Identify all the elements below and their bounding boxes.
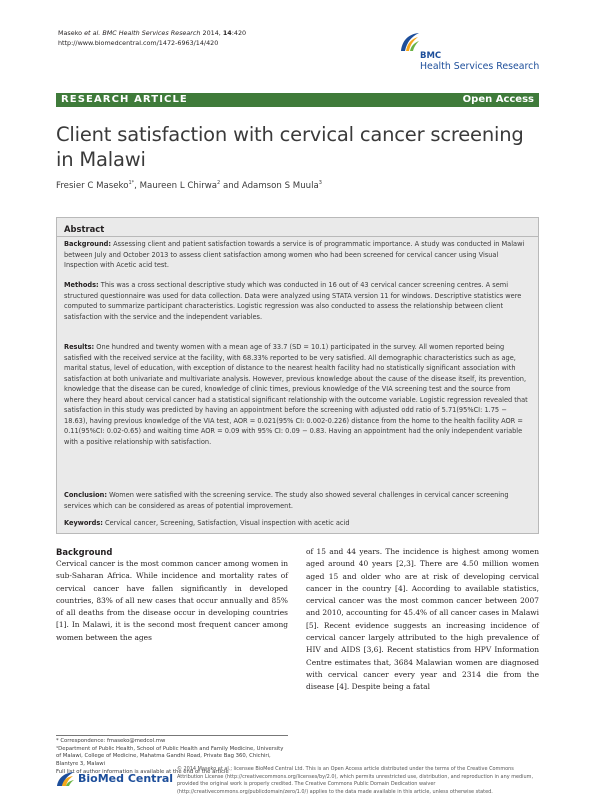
article-type-bar (56, 93, 539, 107)
author-name[interactable]: Fresier C Maseko (56, 181, 129, 191)
body-column-right: of 15 and 44 years. The incidence is highest among women aged around 40 years [2,3]. There are 4.50 million women aged 15 and older who are at risk of developing cervical cancer in the country [4]. According to available statistics, cervical cancer was the most common cancer between 2007 and 2010, accounting for 45.4% of all cancer cases in Malawi [5]. Recent evidence suggests an increasing incidence of cervical cancer largely attributed to the high prevalence of HIV and AIDS [3,6]. Recent statistics from HPV Information Centre estimates that, 3684 Malawian women are diagnosed with cervical cancer every year and 2314 die from the disease [4]. Despite being a fatal (306, 547, 539, 692)
biomed-central-logo (56, 770, 176, 788)
abstract-results: Results: One hundred and twenty women with a mean age of 33.7 (SD = 10.1) participated in the survey. All women reported being satisfied with the received service at the facility, with 68.33% reported to be very satisfied. All demographic characteristics such as age, marital status, level of education, with exception of distance to the nearest health facility had no statistically significant association with satisfaction at both univariate and multivariate analysis. However, previous knowledge about the cause of the disease itself, its prevention, knowledge that the disease can be cured, knowledge of clinic times, previous knowledge of the VIA screening test and the source from where they heard about cervical cancer had a statistical significant relationship with the outcome variable. Logistic regression revealed that satisfaction in this study was predicted by having an appointment before the screening with adjusted odd ratio of 5.71(95%CI: 1.75 − 18.63), having previous knowledge of the VIA test, AOR = 0.021(95% CI: 0.002-0.226) distance from the home to the health facility AOR = 0.11(95%CI: 0.02-0.65) and waiting time AOR = 0.09 with 95% CI: 0.09 − 0.83. Having an appointment had the only independent variable with a positive relationship with satisfaction. (64, 343, 528, 446)
background-section-heading: Background (56, 547, 113, 557)
abstract-keywords: Keywords: Cervical cancer, Screening, Satisfaction, Visual inspection with acetic acid (64, 519, 350, 527)
citation-line-1: Maseko et al. BMC Health Services Research 2014, 14:420 (58, 29, 247, 37)
affiliation-marker: 3 (318, 180, 322, 186)
bmc-logo-name: BMC (420, 51, 442, 61)
author-name[interactable]: and Adamson S Muula (220, 181, 319, 191)
bmc-logo-journal: Health Services Research (420, 61, 540, 72)
biomed-central-swoosh-icon (56, 771, 76, 787)
author-name[interactable]: , Maureen L Chirwa (134, 181, 218, 191)
affiliation-marker: 1* (128, 180, 135, 186)
open-access-label: Open Access (462, 94, 534, 105)
author-list (56, 180, 322, 191)
bmc-swoosh-icon (398, 31, 422, 53)
bmc-journal-logo (398, 31, 540, 77)
abstract-heading: Abstract (64, 224, 105, 234)
abstract-box (56, 217, 539, 534)
research-article-label: RESEARCH ARTICLE (61, 94, 188, 105)
affiliation-marker: 2 (217, 180, 221, 186)
running-header-citation (58, 29, 246, 48)
license-statement: © 2014 Maseko et al.; licensee BioMed Central Ltd. This is an Open Access article distributed under the terms of the Creative Commons Attribution License (http://creativecommons.org/licenses/by/2.0), which permits unrestricted use, distribution, and reproduction in any medium, provided the original work is properly credited. The Creative Commons Public Domain Dedication waiver (http://creativecommons.org/publicdomain/zero/1.0/) applies to the data made available in this article, unless otherwise stated. (177, 766, 534, 794)
biomed-central-text: BioMed Central (78, 772, 174, 785)
abstract-divider (57, 236, 538, 237)
paper-title: Client satisfaction with cervical cancer screening in Malawi (56, 123, 524, 171)
body-column-left: Cervical cancer is the most common cancer among women in sub-Saharan Africa. While incidence and mortality rates of cervical cancer have fallen significantly in developed countries, 83% of all new cases that occur annually and 85% of all deaths from the disease occur in developing countries [1]. In Malawi, it is the second most frequent cancer among women between the ages (56, 559, 289, 642)
citation-url-link[interactable]: http://www.biomedcentral.com/1472-6963/14/420 (58, 38, 219, 47)
author-info-note: Full list of author information is available at the end of the article (56, 768, 229, 775)
footnote-divider (56, 735, 288, 736)
abstract-background: Background: Assessing client and patient satisfaction towards a service is of programmatic importance. A study was conducted in Malawi between July and October 2013 to assess client satisfaction among women who had been screened for cervical cancer using Visual Inspection with Acetic acid test. (64, 240, 525, 269)
abstract-methods: Methods: This was a cross sectional descriptive study which was conducted in 16 out of 43 cervical cancer screening centres. A semi structured questionnaire was used for data collection. Data were analyzed using STATA version 11 for windows. Descriptive statistics were computed to summarize participant characteristics. Logistic regression was also conducted to assess the relationship between client satisfaction with the service and the independent variables. (64, 281, 522, 321)
correspondence-note[interactable]: * Correspondence: fmaseko@medcol.mw (56, 738, 166, 744)
affiliation-note: ¹Department of Public Health, School of Public Health and Family Medicine, University of Malawi, College of Medicine, Mahatma Gandhi Road, Private Bag 360, Chichiri, Blantyre 3, Malawi (56, 745, 284, 768)
abstract-conclusion: Conclusion: Women were satisfied with the screening service. The study also showed several challenges in cervical cancer screening services which can be considered as areas of potential improvement. (64, 491, 509, 510)
